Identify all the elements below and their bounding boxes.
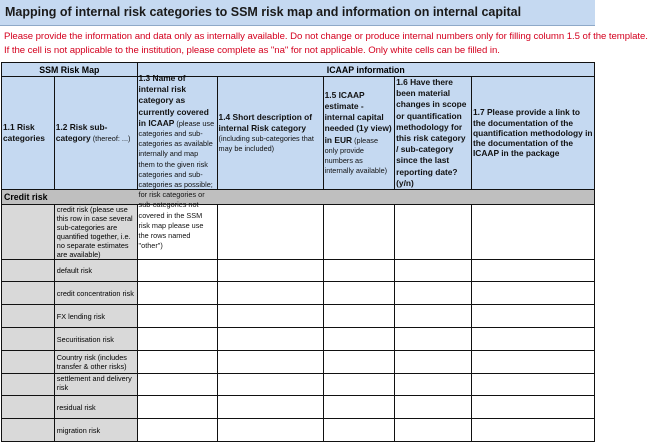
input-cell-1-5[interactable] <box>323 396 395 419</box>
risk-category-cell <box>2 260 55 282</box>
input-cell-1-6[interactable] <box>395 205 472 260</box>
table-row <box>2 351 595 374</box>
sheet-title: Mapping of internal risk categories to SSM risk map and information on internal capital <box>5 5 522 19</box>
risk-subcategory-cell: default risk <box>54 260 137 282</box>
input-cell-1-4[interactable] <box>217 305 323 328</box>
risk-subcategory-cell: credit concentration risk <box>54 282 137 305</box>
input-cell-1-5[interactable] <box>323 205 395 260</box>
input-cell-1-4[interactable] <box>217 328 323 351</box>
input-cell-1-4[interactable] <box>217 374 323 396</box>
risk-category-cell <box>2 374 55 396</box>
column-header-row <box>2 77 595 190</box>
col-header-1-2[interactable]: 1.2 Risk sub-category (thereof: ...) <box>54 77 137 190</box>
input-cell-1-6[interactable] <box>395 419 472 442</box>
input-cell-1-4[interactable] <box>217 260 323 282</box>
risk-category-cell <box>2 282 55 305</box>
risk-category-cell <box>2 205 55 260</box>
input-cell-1-4[interactable] <box>217 351 323 374</box>
input-cell-1-4[interactable] <box>217 205 323 260</box>
input-cell-1-7[interactable] <box>471 205 594 260</box>
group-ssm-risk-map[interactable]: SSM Risk Map <box>2 63 138 77</box>
risk-category-cell <box>2 305 55 328</box>
risk-category-cell <box>2 328 55 351</box>
table-row <box>2 328 595 351</box>
input-cell-1-6[interactable] <box>395 328 472 351</box>
risk-subcategory-cell: settlement and delivery risk <box>54 374 137 396</box>
sheet-title-bar <box>0 0 595 26</box>
input-cell-1-6[interactable] <box>395 374 472 396</box>
section-credit-risk[interactable]: Credit risk <box>2 190 595 205</box>
table-row <box>2 305 595 328</box>
input-cell-1-5[interactable] <box>323 328 395 351</box>
table-row <box>2 374 595 396</box>
input-cell-1-7[interactable] <box>471 374 594 396</box>
input-cell-1-3[interactable] <box>137 305 217 328</box>
input-cell-1-3[interactable] <box>137 351 217 374</box>
input-cell-1-3[interactable] <box>137 260 217 282</box>
risk-subcategory-cell: FX lending risk <box>54 305 137 328</box>
input-cell-1-5[interactable] <box>323 351 395 374</box>
instruction-line-2: If the cell is not applicable to the institution, please complete as "na" for not applicable. Only white cells can be filled in. <box>4 45 500 56</box>
input-cell-1-3[interactable] <box>137 396 217 419</box>
risk-category-cell <box>2 396 55 419</box>
col-header-1-1[interactable]: 1.1 Risk categories <box>2 77 55 190</box>
table-row <box>2 396 595 419</box>
table-row <box>2 260 595 282</box>
input-cell-1-5[interactable] <box>323 305 395 328</box>
instruction-line-1: Please provide the information and data only as internally available. Do not change or produce internal numbers only for filling column 1.5 of the template. <box>4 31 648 42</box>
input-cell-1-3[interactable] <box>137 328 217 351</box>
input-cell-1-5[interactable] <box>323 260 395 282</box>
col-header-1-6[interactable]: 1.6 Have there been material changes in scope or quantification methodology for this risk category / sub-category since the last reporting date? (y/n) <box>395 77 472 190</box>
input-cell-1-6[interactable] <box>395 396 472 419</box>
input-cell-1-4[interactable] <box>217 396 323 419</box>
input-cell-1-3[interactable] <box>137 282 217 305</box>
col-header-1-3[interactable]: 1.3 Name of internal risk category as currently covered in ICAAP (please use categories and sub-categories as available internally and map them to the given risk categories and sub-categories as possible; for risk categories or sub-categories not covered in the SSM risk map please use the rows named "other") <box>137 77 217 190</box>
risk-category-cell <box>2 419 55 442</box>
table-row <box>2 282 595 305</box>
input-cell-1-6[interactable] <box>395 282 472 305</box>
risk-subcategory-cell: residual risk <box>54 396 137 419</box>
input-cell-1-7[interactable] <box>471 328 594 351</box>
input-cell-1-7[interactable] <box>471 419 594 442</box>
input-cell-1-5[interactable] <box>323 419 395 442</box>
risk-subcategory-cell: Country risk (includes transfer & other risks) <box>54 351 137 374</box>
col-header-1-7[interactable]: 1.7 Please provide a link to the documentation of the quantification methodology in the documentation of the ICAAP in the package <box>471 77 594 190</box>
risk-category-cell <box>2 351 55 374</box>
input-cell-1-7[interactable] <box>471 282 594 305</box>
table-row <box>2 419 595 442</box>
group-icaap-information[interactable]: ICAAP information <box>137 63 594 77</box>
input-cell-1-6[interactable] <box>395 351 472 374</box>
table-row <box>2 205 595 260</box>
input-cell-1-4[interactable] <box>217 419 323 442</box>
input-cell-1-5[interactable] <box>323 282 395 305</box>
risk-subcategory-cell: Securitisation risk <box>54 328 137 351</box>
input-cell-1-7[interactable] <box>471 305 594 328</box>
section-row-credit-risk <box>2 190 595 205</box>
input-cell-1-4[interactable] <box>217 282 323 305</box>
input-cell-1-6[interactable] <box>395 305 472 328</box>
risk-subcategory-cell: migration risk <box>54 419 137 442</box>
input-cell-1-6[interactable] <box>395 260 472 282</box>
input-cell-1-5[interactable] <box>323 374 395 396</box>
input-cell-1-7[interactable] <box>471 396 594 419</box>
group-header-row <box>2 63 595 77</box>
col-header-1-4[interactable]: 1.4 Short description of internal Risk category (including sub-categories that may be included) <box>217 77 323 190</box>
risk-mapping-table <box>1 62 595 442</box>
input-cell-1-3[interactable] <box>137 374 217 396</box>
input-cell-1-7[interactable] <box>471 351 594 374</box>
col-header-1-5[interactable]: 1.5 ICAAP estimate - internal capital needed (1y view) in EUR (please only provide numbers as internally available) <box>323 77 395 190</box>
risk-subcategory-cell: credit risk (please use this row in case several sub-categories are quantified together, i.e. no separate estimates are available) <box>54 205 137 260</box>
input-cell-1-3[interactable] <box>137 419 217 442</box>
input-cell-1-7[interactable] <box>471 260 594 282</box>
